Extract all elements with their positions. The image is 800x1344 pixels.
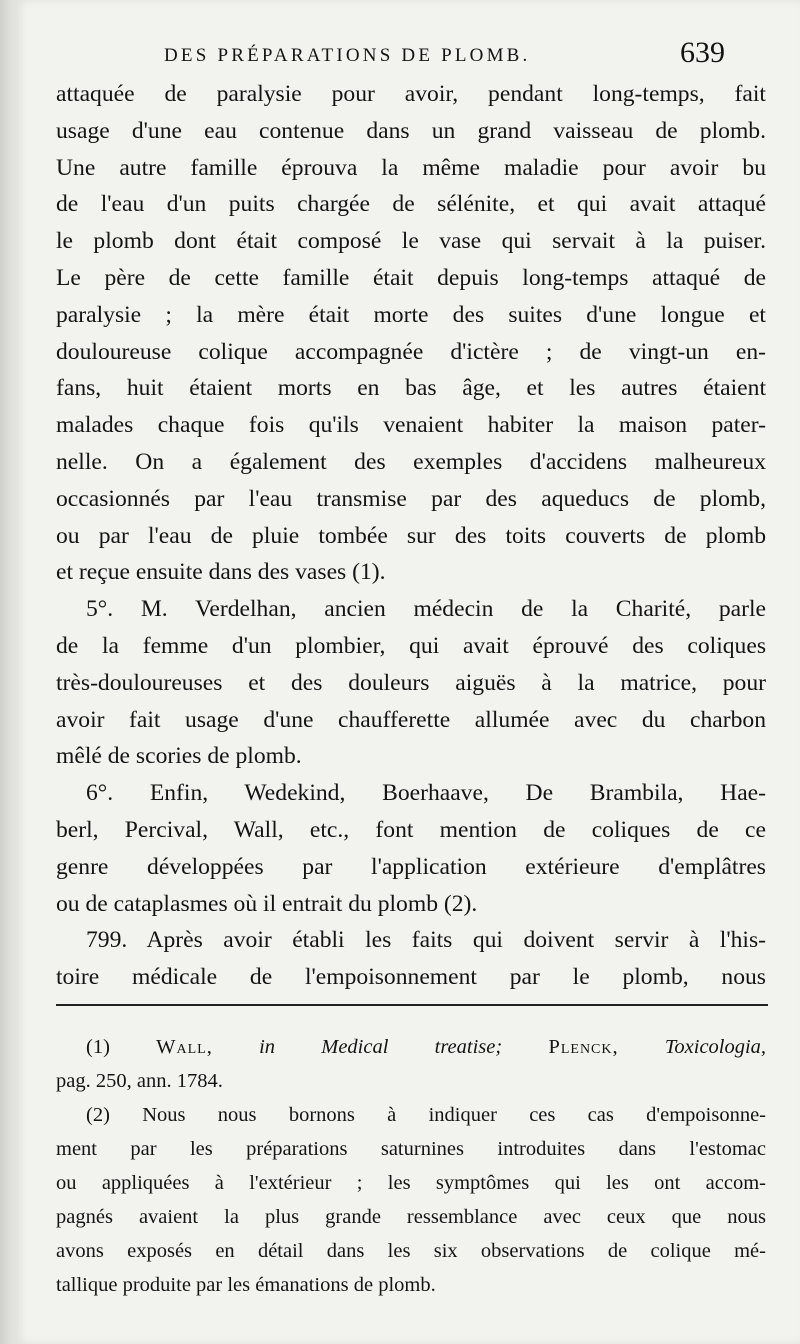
footnote-2-line: pagnés avaient la plus grande ressemblance avec ceux que nous [56,1206,766,1228]
text-line: ou de cataplasmes où il entrait du plomb (2). [56,890,478,917]
text-line: berl, Percival, Wall, etc., font mention de coliques de ce [56,816,766,843]
footnote-marker: (1) [86,1036,110,1058]
text-line: nelle. On a également des exemples d'accidens malheureux [56,448,766,475]
text-line: paralysie ; la mère était morte des suites d'une longue et [56,301,766,328]
footnote-2-line: ou appliquées à l'extérieur ; les symptômes qui les ont accom- [56,1172,766,1194]
footnote-1-line [56,1030,766,1064]
text-line: attaquée de paralysie pour avoir, pendant long-temps, fait [56,81,766,107]
text-line: douloureuse colique accompagnée d'ictère ; de vingt-un en- [56,338,766,365]
footnote-2-line: (2) Nous nous bornons à indiquer ces cas d'empoisonne- [86,1104,766,1126]
text-line: le plomb dont était composé le vase qui servait à la puiser. [56,228,766,255]
footnotes [56,1030,766,1302]
footnote-2-line: avons exposés en détail dans les six observations de colique mé- [56,1240,766,1262]
footnote-author: Plenck, [548,1036,619,1058]
text-line: 6°. Enfin, Wedekind, Boerhaave, De Brambila, Hae- [86,780,766,807]
main-text [56,76,766,996]
footnote-2-line: tallique produite par les émanations de plomb. [56,1274,436,1296]
book-page [14,0,800,1344]
text-line: mêlé de scories de plomb. [56,743,302,770]
text-line: de la femme d'un plombier, qui avait éprouvé des coliques [56,632,766,659]
text-line: occasionnés par l'eau transmise par des aqueducs de plomb, [56,485,766,512]
text-line: usage d'une eau contenue dans un grand vaisseau de plomb. [56,117,766,144]
text-line: avoir fait usage d'une chaufferette allumée avec du charbon [56,706,766,733]
text-line: 799. Après avoir établi les faits qui doivent servir à l'his- [86,927,766,954]
text-line: de l'eau d'un puits chargée de sélénite, et qui avait attaqué [56,191,766,218]
footnote-work-title: Toxicologia, [664,1036,766,1058]
text-line: et reçue ensuite dans des vases (1). [56,559,386,586]
text-line: très-douloureuses et des douleurs aiguës à la matrice, pour [56,669,766,696]
text-line: 5°. M. Verdelhan, ancien médecin de la Charité, parle [86,596,766,623]
footnote-rule [56,1004,768,1006]
page-number: 639 [680,36,725,69]
text-line: Une autre famille éprouva la même maladie pour avoir bu [56,154,766,181]
running-head: DES PRÉPARATIONS DE PLOMB. [164,45,531,66]
text-line: Le père de cette famille était depuis long-temps attaqué de [56,264,766,291]
footnote-work-title: in Medical treatise; [259,1036,503,1058]
footnote-author: Wall, [156,1036,213,1058]
text-line: fans, huit étaient morts en bas âge, et les autres étaient [56,375,766,402]
text-line: genre développées par l'application extérieure d'emplâtres [56,853,766,880]
text-line: toire médicale de l'empoisonnement par le plomb, nous [56,964,766,991]
footnote-2-line: ment par les préparations saturnines introduites dans l'estomac [56,1138,766,1160]
text-line: malades chaque fois qu'ils venaient habiter la maison pater- [56,412,766,439]
text-line: ou par l'eau de pluie tombée sur des toits couverts de plomb [56,522,766,549]
footnote-1-line: pag. 250, ann. 1784. [56,1070,223,1092]
